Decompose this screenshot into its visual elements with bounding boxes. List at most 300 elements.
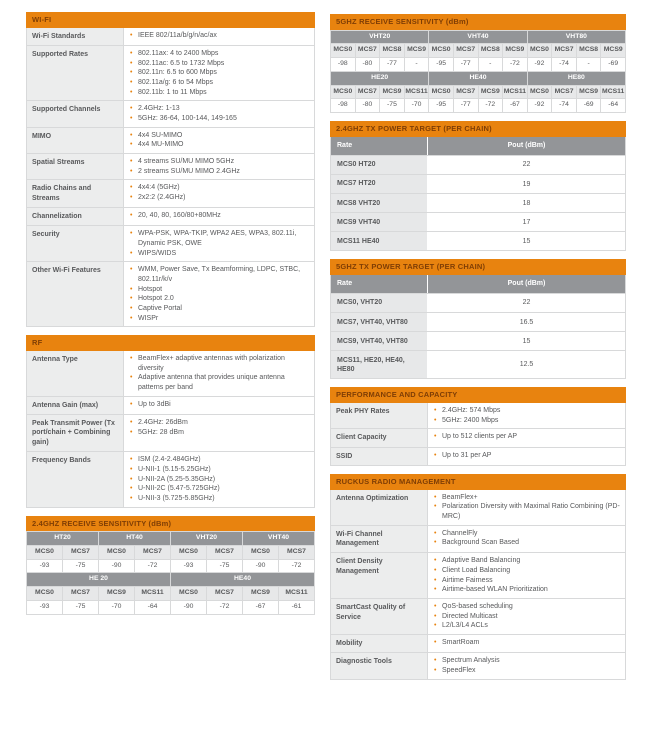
channel-width-header: HE20	[331, 72, 428, 85]
bullet-icon: •	[434, 539, 437, 547]
list-item	[130, 59, 310, 69]
mcs-header-cell: MCS0	[171, 546, 206, 559]
bullet-icon: •	[434, 667, 437, 675]
mcs-header-cell: MCS9	[405, 44, 429, 57]
table-title: WI-FI	[26, 12, 315, 28]
bullet-icon: •	[130, 184, 133, 192]
list-item	[130, 494, 310, 504]
table-title: 2.4GHZ TX POWER TARGET (PER CHAIN)	[330, 121, 626, 137]
sensitivity-value-cell: -92	[528, 99, 552, 112]
row-label: Frequency Bands	[27, 452, 124, 506]
list-item-text: SpeedFlex	[442, 667, 476, 675]
bullet-icon: •	[434, 586, 437, 594]
row-items	[428, 429, 625, 446]
bullet-icon: •	[130, 69, 133, 77]
list-item	[434, 451, 621, 461]
sensitivity-value-cell: -75	[207, 560, 242, 573]
table-title: 2.4GHZ RECEIVE SENSITIVITY (dBm)	[26, 516, 315, 532]
list-item-text: Airtime-based WLAN Prioritization	[442, 586, 548, 594]
mcs-header-cell: MCS7	[356, 44, 380, 57]
row-label: Diagnostic Tools	[331, 653, 428, 678]
bullet-icon: •	[130, 78, 133, 86]
bullet-icon: •	[130, 374, 133, 382]
list-item	[434, 529, 621, 539]
list-item-text: L2/L3/L4 ACLs	[442, 622, 488, 630]
tx-power-5ghz-table	[330, 259, 626, 379]
mcs-header-cell: MCS0	[27, 587, 62, 600]
row-items	[124, 154, 314, 179]
list-item-text: Directed Multicast	[442, 612, 498, 620]
list-item	[130, 140, 310, 150]
list-item-text: Up to 31 per AP	[442, 451, 492, 459]
table-row	[27, 225, 314, 261]
list-item	[130, 131, 310, 141]
list-item	[130, 484, 310, 494]
bullet-icon: •	[130, 428, 133, 436]
list-item	[434, 406, 621, 416]
rate-cell: MCS7, VHT40, VHT80	[331, 313, 428, 331]
list-item-text: 5GHz: 36-64, 100-144, 149-165	[138, 114, 237, 122]
bullet-icon: •	[130, 193, 133, 201]
sensitivity-value-cell: -75	[63, 601, 98, 614]
list-item	[130, 475, 310, 485]
tx-power-24ghz-table	[330, 121, 626, 251]
mcs-header-cell: MCS9	[243, 587, 278, 600]
sensitivity-value-cell: -93	[27, 560, 62, 573]
list-item-text: 2.4GHz: 1-13	[138, 105, 180, 113]
sensitivity-value-cell: -69	[601, 58, 625, 71]
list-item-text: 2 streams SU/MU MIMO 2.4GHz	[138, 167, 240, 175]
mcs-header-cell: MCS7	[454, 86, 478, 99]
list-item	[130, 400, 310, 410]
bullet-icon: •	[130, 141, 133, 149]
list-item-text: 802.11b: 1 to 11 Mbps	[138, 88, 207, 96]
list-item	[130, 68, 310, 78]
row-label: Peak Transmit Power (Tx port/chain + Combining gain)	[27, 415, 124, 451]
rx-sensitivity-24ghz-table	[26, 516, 315, 615]
mcs-header-cell: MCS7	[207, 587, 242, 600]
wifi-table	[26, 12, 315, 327]
table-row	[331, 490, 625, 525]
channel-width-header: VHT20	[171, 532, 242, 545]
list-item	[130, 49, 310, 59]
list-item	[434, 493, 621, 503]
list-item	[130, 354, 310, 373]
list-item	[130, 285, 310, 295]
list-item-text: Hotspot 2.0	[138, 295, 174, 303]
channel-width-header: HT20	[27, 532, 98, 545]
sensitivity-value-cell: -77	[454, 99, 478, 112]
row-items	[124, 262, 314, 326]
row-items	[124, 397, 314, 414]
channel-width-header: VHT40	[243, 532, 314, 545]
row-label: Peak PHY Rates	[331, 403, 428, 428]
bullet-icon: •	[130, 88, 133, 96]
right-column	[330, 12, 626, 730]
mcs-header-cell: MCS0	[331, 44, 355, 57]
row-label: Supported Channels	[27, 101, 124, 126]
table-row	[330, 331, 626, 350]
table-row	[27, 45, 314, 100]
sensitivity-grid	[26, 531, 315, 614]
table-row	[331, 447, 625, 465]
list-item-text: BeamFlex+ adaptive antennas with polarization diversity	[138, 354, 285, 372]
row-items	[428, 599, 625, 634]
sensitivity-value-cell: -67	[243, 601, 278, 614]
list-item-text: BeamFlex+	[442, 493, 478, 501]
list-item-text: U-NII-2A (5.25-5.35GHz)	[138, 475, 216, 483]
list-item-text: 5GHz: 28 dBm	[138, 428, 184, 436]
bullet-icon: •	[434, 433, 437, 441]
list-item	[130, 183, 310, 193]
mcs-header-cell: MCS11	[279, 587, 314, 600]
row-label: MIMO	[27, 128, 124, 153]
table-row	[27, 351, 314, 396]
rate-cell: MCS8 VHT20	[331, 194, 428, 212]
row-items	[428, 448, 625, 465]
list-item	[434, 416, 621, 426]
list-item	[434, 556, 621, 566]
row-label: Supported Rates	[27, 46, 124, 100]
row-items	[124, 180, 314, 207]
list-item-text: 4 streams SU/MU MIMO 5GHz	[138, 157, 235, 165]
table-row	[27, 207, 314, 225]
table-title: RF	[26, 335, 315, 351]
row-label: Mobility	[331, 635, 428, 652]
table-row	[330, 155, 626, 174]
row-label: SmartCast Quality of Service	[331, 599, 428, 634]
row-label: Spatial Streams	[27, 154, 124, 179]
table-row	[331, 525, 625, 553]
row-items	[124, 128, 314, 153]
bullet-icon: •	[130, 465, 133, 473]
channel-width-header: VHT80	[528, 31, 625, 44]
rate-header-row	[330, 275, 626, 293]
mcs-header-cell: MCS9	[577, 86, 601, 99]
mcs-header-cell: MCS0	[528, 44, 552, 57]
table-row	[27, 153, 314, 179]
row-items	[124, 415, 314, 451]
row-items	[124, 226, 314, 261]
list-item-text: 802.11a/g: 6 to 54 Mbps	[138, 78, 213, 86]
list-item-text: WISPr	[138, 314, 159, 322]
bullet-icon: •	[130, 114, 133, 122]
bullet-icon: •	[130, 49, 133, 57]
sensitivity-value-cell: -95	[429, 99, 453, 112]
mcs-header-cell: MCS8	[380, 44, 404, 57]
mcs-header-cell: MCS9	[479, 86, 503, 99]
sensitivity-value-cell: -	[479, 58, 503, 71]
list-item-text: QoS-based scheduling	[442, 603, 513, 611]
table-row	[331, 403, 625, 428]
list-item-text: Hotspot	[138, 285, 163, 293]
bullet-icon: •	[434, 493, 437, 501]
mcs-header-cell: MCS7	[135, 546, 170, 559]
bullet-icon: •	[130, 418, 133, 426]
channel-width-header: HE80	[528, 72, 625, 85]
bullet-icon: •	[434, 567, 437, 575]
list-item	[130, 304, 310, 314]
list-item	[434, 656, 621, 666]
list-item-text: U-NII-3 (5.725-5.85GHz)	[138, 494, 215, 502]
table-row	[330, 231, 626, 250]
row-items	[428, 490, 625, 525]
rate-column-header: Rate	[331, 275, 428, 293]
bullet-icon: •	[130, 305, 133, 313]
sensitivity-value-cell: -77	[454, 58, 478, 71]
list-item	[434, 602, 621, 612]
row-label: Radio Chains and Streams	[27, 180, 124, 207]
sensitivity-value-cell: -64	[601, 99, 625, 112]
bullet-icon: •	[434, 416, 437, 424]
bullet-icon: •	[434, 529, 437, 537]
list-item-text: U-NII-2C (5.47-5.725GHz)	[138, 485, 220, 493]
bullet-icon: •	[130, 295, 133, 303]
bullet-icon: •	[130, 494, 133, 502]
table-row	[27, 396, 314, 414]
list-item-text: 4x4 MU-MIMO	[138, 141, 184, 149]
bullet-icon: •	[130, 456, 133, 464]
mcs-header-cell: MCS7	[552, 44, 576, 57]
list-item-text: 4x4 SU-MIMO	[138, 131, 183, 139]
bullet-icon: •	[130, 249, 133, 257]
bullet-icon: •	[130, 230, 133, 238]
list-item-text: SmartRoam	[442, 639, 480, 647]
mcs-header-cell: MCS11	[405, 86, 429, 99]
list-item-text: 802.11ac: 6.5 to 1732 Mbps	[138, 59, 225, 67]
list-item-text: IEEE 802/11a/b/g/n/ac/ax	[138, 31, 217, 39]
spec-table-body	[26, 351, 315, 507]
list-item-text: 2x2:2 (2.4GHz)	[138, 193, 186, 201]
list-item-text: Captive Portal	[138, 305, 182, 313]
rate-cell: MCS9 VHT40	[331, 213, 428, 231]
rx-sensitivity-5ghz-table	[330, 14, 626, 113]
performance-capacity-table	[330, 387, 626, 466]
list-item	[130, 114, 310, 124]
table-row	[331, 598, 625, 634]
pout-value-cell: 12.5	[428, 351, 625, 378]
rate-cell: MCS7 HT20	[331, 175, 428, 193]
list-item	[434, 585, 621, 595]
row-items	[124, 46, 314, 100]
list-item-text: 20, 40, 80, 160/80+80MHz	[138, 212, 221, 220]
sensitivity-value-cell: -	[405, 58, 429, 71]
row-items	[428, 526, 625, 553]
sensitivity-value-cell: -93	[171, 560, 206, 573]
mcs-header-cell: MCS9	[601, 44, 625, 57]
list-item	[130, 78, 310, 88]
list-item-text: U-NII-1 (5.15-5.25GHz)	[138, 465, 211, 473]
sensitivity-value-cell: -92	[528, 58, 552, 71]
rate-cell: MCS9, VHT40, VHT80	[331, 332, 428, 350]
list-item	[130, 418, 310, 428]
row-label: Wi-Fi Channel Management	[331, 526, 428, 553]
list-item	[130, 455, 310, 465]
row-items	[428, 653, 625, 678]
bullet-icon: •	[130, 59, 133, 67]
list-item-text: 5GHz: 2400 Mbps	[442, 416, 499, 424]
channel-width-header: VHT20	[331, 31, 428, 44]
sensitivity-value-cell: -74	[552, 58, 576, 71]
sensitivity-value-cell: -	[577, 58, 601, 71]
sensitivity-value-cell: -98	[331, 99, 355, 112]
pout-column-header: Pout (dBm)	[428, 275, 625, 293]
bullet-icon: •	[130, 285, 133, 293]
bullet-icon: •	[130, 157, 133, 165]
list-item-text: WMM, Power Save, Tx Beamforming, LDPC, STBC, 802.11r/k/v	[138, 266, 301, 284]
sensitivity-grid	[330, 30, 626, 113]
spec-table-body	[330, 403, 626, 465]
list-item-text: WPA-PSK, WPA-TKIP, WPA2 AES, WPA3, 802.11i, Dynamic PSK, OWE	[138, 230, 297, 248]
table-row	[330, 174, 626, 193]
channel-width-header: VHT40	[429, 31, 526, 44]
bullet-icon: •	[434, 406, 437, 414]
list-item	[434, 666, 621, 676]
list-item	[130, 294, 310, 304]
row-label: Antenna Optimization	[331, 490, 428, 525]
rf-table	[26, 335, 315, 507]
sensitivity-value-cell: -64	[135, 601, 170, 614]
pout-value-cell: 18	[428, 194, 625, 212]
sensitivity-value-cell: -98	[331, 58, 355, 71]
bullet-icon: •	[434, 451, 437, 459]
list-item	[434, 538, 621, 548]
table-title: PERFORMANCE AND CAPACITY	[330, 387, 626, 403]
bullet-icon: •	[130, 212, 133, 220]
mcs-header-cell: MCS0	[171, 587, 206, 600]
table-row	[330, 293, 626, 312]
rate-cell: MCS0 HT20	[331, 156, 428, 174]
table-row	[27, 414, 314, 451]
row-items	[124, 101, 314, 126]
list-item-text: Adaptive antenna that provides unique antenna patterns per band	[138, 374, 285, 391]
list-item	[130, 265, 310, 284]
list-item	[130, 428, 310, 438]
table-row	[27, 127, 314, 153]
list-item	[130, 229, 310, 248]
list-item-text: WIPS/WIDS	[138, 249, 177, 257]
bullet-icon: •	[130, 167, 133, 175]
rate-column-header: Rate	[331, 137, 428, 155]
mcs-header-cell: MCS7	[63, 587, 98, 600]
rate-cell: MCS0, VHT20	[331, 294, 428, 312]
mcs-header-cell: MCS7	[552, 86, 576, 99]
mcs-header-cell: MCS9	[99, 587, 134, 600]
channel-width-header: HE 20	[27, 573, 170, 586]
bullet-icon: •	[434, 639, 437, 647]
rate-cell: MCS11 HE40	[331, 232, 428, 250]
sensitivity-value-cell: -72	[207, 601, 242, 614]
list-item	[130, 211, 310, 221]
list-item-text: ChannelFly	[442, 529, 478, 537]
bullet-icon: •	[130, 131, 133, 139]
spec-table-body	[26, 28, 315, 327]
list-item-text: Up to 3dBi	[138, 400, 171, 408]
row-items	[428, 553, 625, 598]
table-row	[27, 451, 314, 506]
rate-cell: MCS11, HE20, HE40, HE80	[331, 351, 428, 378]
mcs-header-cell: MCS8	[479, 44, 503, 57]
table-row	[330, 212, 626, 231]
bullet-icon: •	[434, 576, 437, 584]
list-item	[434, 612, 621, 622]
table-row	[330, 312, 626, 331]
row-items	[428, 403, 625, 428]
mcs-header-cell: MCS0	[429, 44, 453, 57]
channel-width-header: HE40	[171, 573, 314, 586]
pout-value-cell: 16.5	[428, 313, 625, 331]
list-item	[130, 373, 310, 392]
bullet-icon: •	[130, 485, 133, 493]
list-item-text: Up to 512 clients per AP	[442, 433, 518, 441]
mcs-header-cell: MCS7	[63, 546, 98, 559]
sensitivity-value-cell: -93	[27, 601, 62, 614]
list-item	[130, 104, 310, 114]
list-item	[130, 465, 310, 475]
table-row	[330, 193, 626, 212]
list-item	[130, 167, 310, 177]
sensitivity-value-cell: -72	[479, 99, 503, 112]
row-label: Antenna Gain (max)	[27, 397, 124, 414]
mcs-header-cell: MCS0	[331, 86, 355, 99]
row-label: Antenna Type	[27, 351, 124, 396]
bullet-icon: •	[434, 503, 437, 511]
sensitivity-value-cell: -72	[279, 560, 314, 573]
row-items	[428, 635, 625, 652]
sensitivity-value-cell: -72	[135, 560, 170, 573]
pout-column-header: Pout (dBm)	[428, 137, 625, 155]
mcs-header-cell: MCS7	[207, 546, 242, 559]
list-item-text: 4x4:4 (5GHz)	[138, 184, 180, 192]
table-title: 5GHZ TX POWER TARGET (PER CHAIN)	[330, 259, 626, 275]
list-item	[434, 576, 621, 586]
bullet-icon: •	[434, 622, 437, 630]
list-item-text: Client Load Balancing	[442, 567, 511, 575]
list-item	[434, 502, 621, 521]
bullet-icon: •	[434, 603, 437, 611]
sensitivity-value-cell: -74	[552, 99, 576, 112]
bullet-icon: •	[434, 612, 437, 620]
list-item-text: Background Scan Based	[442, 539, 520, 547]
mcs-header-cell: MCS0	[27, 546, 62, 559]
row-label: Client Density Management	[331, 553, 428, 598]
row-label: SSID	[331, 448, 428, 465]
row-items	[124, 351, 314, 396]
pout-value-cell: 19	[428, 175, 625, 193]
table-row	[27, 100, 314, 126]
bullet-icon: •	[130, 314, 133, 322]
mcs-header-cell: MCS7	[279, 546, 314, 559]
bullet-icon: •	[130, 354, 133, 362]
sensitivity-value-cell: -72	[503, 58, 527, 71]
bullet-icon: •	[130, 400, 133, 408]
table-title: RUCKUS RADIO MANAGEMENT	[330, 474, 626, 490]
radio-management-table	[330, 474, 626, 680]
row-label: Other Wi-Fi Features	[27, 262, 124, 326]
list-item-text: Airtime Fairness	[442, 576, 493, 584]
pout-value-cell: 15	[428, 332, 625, 350]
mcs-header-cell: MCS11	[503, 86, 527, 99]
table-row	[331, 652, 625, 678]
sensitivity-value-cell: -80	[356, 58, 380, 71]
mcs-header-cell: MCS0	[243, 546, 278, 559]
sensitivity-value-cell: -61	[279, 601, 314, 614]
list-item-text: Spectrum Analysis	[442, 657, 500, 665]
mcs-header-cell: MCS11	[601, 86, 625, 99]
mcs-header-cell: MCS9	[380, 86, 404, 99]
sensitivity-value-cell: -70	[99, 601, 134, 614]
sensitivity-value-cell: -69	[577, 99, 601, 112]
